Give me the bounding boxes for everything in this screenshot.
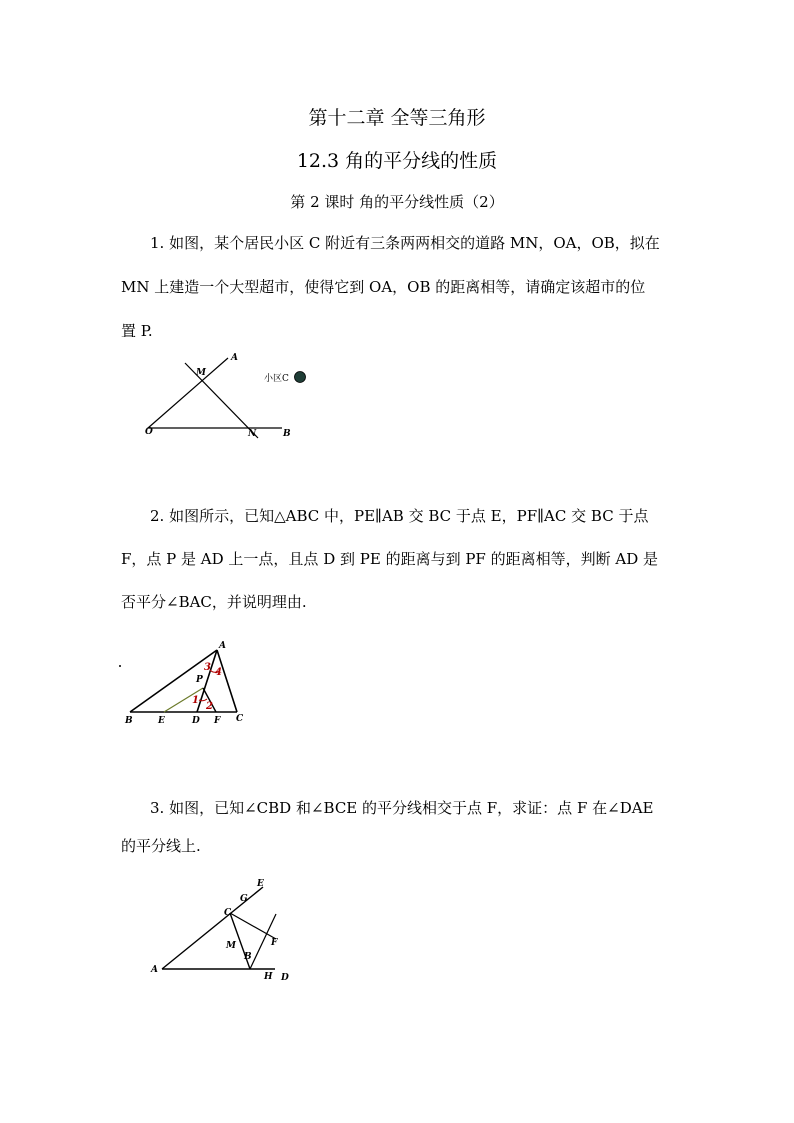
- bisector-CF: [230, 913, 276, 939]
- label-A: A: [231, 353, 238, 363]
- label-F: F: [214, 716, 221, 726]
- label-D: D: [281, 973, 289, 983]
- label-H: H: [264, 972, 273, 982]
- side-AB: [130, 650, 217, 712]
- problem-1-line-1: 1. 如图，某个居民小区 C 附近有三条两两相交的道路 MN，OA，OB，拟在: [150, 234, 660, 252]
- label-F: F: [271, 938, 278, 948]
- problem-1-line-3: 置 P.: [121, 322, 153, 340]
- label-C: C: [224, 908, 232, 918]
- label-E: E: [158, 716, 165, 726]
- label-angle-3: 3: [204, 662, 211, 673]
- stray-dot: [119, 665, 121, 667]
- figure-1: [140, 350, 320, 445]
- lesson-title: 第 2 课时 角的平分线性质（2）: [290, 193, 504, 211]
- label-O: O: [145, 427, 153, 437]
- problem-1-line-2: MN 上建造一个大型超市，使得它到 OA，OB 的距离相等，请确定该超市的位: [121, 278, 646, 296]
- label-A: A: [151, 965, 158, 975]
- community-marker: [295, 372, 306, 383]
- section-title: 12.3 角的平分线的性质: [296, 150, 498, 172]
- label-B: B: [283, 429, 291, 439]
- ray-OA: [148, 358, 228, 428]
- figure-2: [115, 638, 255, 728]
- problem-3-line-1: 3. 如图，已知∠CBD 和∠BCE 的平分线相交于点 F，求证：点 F 在∠DAE: [150, 799, 654, 817]
- label-N: N: [248, 429, 257, 439]
- label-C: C: [236, 714, 244, 724]
- figure-3: [145, 873, 305, 988]
- problem-3-line-2: 的平分线上.: [121, 837, 201, 855]
- label-angle-1: 1: [192, 695, 199, 706]
- label-E: E: [257, 879, 264, 889]
- label-angle-2: 2: [206, 701, 213, 712]
- label-M: M: [196, 368, 206, 378]
- label-A: A: [219, 641, 226, 651]
- label-community: 小区C: [264, 374, 289, 384]
- label-B: B: [244, 952, 252, 962]
- side-AC: [217, 650, 237, 712]
- problem-2-line-3: 否平分∠BAC，并说明理由.: [121, 593, 307, 611]
- problem-2-line-2: F，点 P 是 AD 上一点，且点 D 到 PE 的距离与到 PF 的距离相等，判断 AD 是: [121, 550, 659, 568]
- chapter-title: 第十二章 全等三角形: [308, 107, 486, 129]
- problem-2-line-1: 2. 如图所示，已知△ABC 中，PE∥AB 交 BC 于点 E，PF∥AC 交 BC 于点: [150, 507, 649, 525]
- label-B: B: [125, 716, 133, 726]
- label-angle-4: 4: [215, 667, 222, 678]
- label-G: G: [240, 894, 248, 904]
- label-M: M: [226, 941, 236, 951]
- label-P: P: [196, 675, 203, 685]
- label-D: D: [192, 716, 200, 726]
